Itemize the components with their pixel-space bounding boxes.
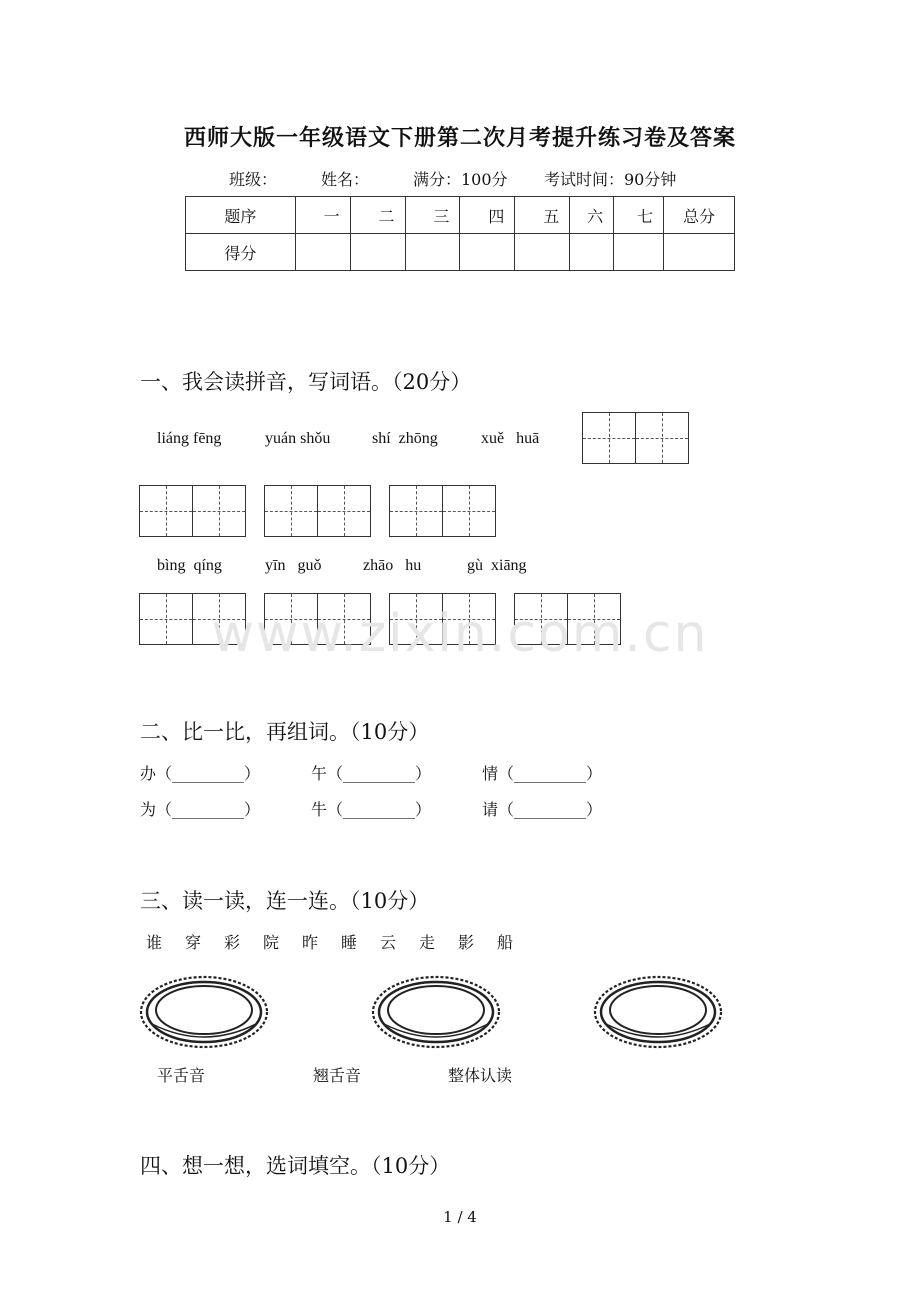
writing-grid[interactable] — [264, 485, 371, 537]
pinyin-label: zhāo hu — [363, 557, 422, 574]
char-list — [146, 930, 536, 953]
writing-grid[interactable] — [389, 485, 496, 537]
score-header-cell: 三 — [405, 197, 460, 234]
pinyin-label: xuě huā — [481, 430, 540, 447]
score-header-cell: 七 — [614, 197, 664, 234]
watermark: www.zixin.com.cn — [211, 604, 709, 664]
pinyin-label: gù xiāng — [467, 557, 527, 574]
score-header-cell: 总分 — [664, 197, 735, 234]
char-item[interactable]: 走 — [419, 933, 436, 952]
pinyin-label: shí zhōng — [372, 430, 438, 447]
word-fill-item[interactable]: 牛（_________） — [311, 800, 432, 819]
basket-icon[interactable] — [138, 972, 270, 1052]
score-table-score-row — [186, 234, 735, 271]
score-header-cell: 六 — [570, 197, 614, 234]
score-input-cell[interactable] — [570, 234, 614, 271]
score-input-cell[interactable] — [405, 234, 460, 271]
basket-icon[interactable] — [370, 972, 502, 1052]
section1-heading: 一、我会读拼音，写词语。（20分） — [140, 370, 472, 394]
score-input-cell[interactable] — [460, 234, 515, 271]
char-item[interactable]: 谁 — [146, 933, 163, 952]
char-item[interactable]: 云 — [380, 933, 397, 952]
exam-time: 考试时间：90分钟 — [544, 170, 677, 189]
page-title: 西师大版一年级语文下册第二次月考提升练习卷及答案 — [183, 125, 736, 151]
writing-grid[interactable] — [139, 485, 246, 537]
word-fill-item[interactable]: 请（_________） — [482, 800, 603, 819]
char-item[interactable]: 院 — [263, 933, 280, 952]
word-fill-item[interactable]: 情（_________） — [482, 764, 603, 783]
word-fill-item[interactable]: 午（_________） — [311, 764, 432, 783]
score-header-cell: 四 — [460, 197, 515, 234]
full-score: 满分：100分 — [413, 170, 508, 189]
char-item[interactable]: 影 — [458, 933, 475, 952]
section3-heading: 三、读一读，连一连。（10分） — [140, 889, 430, 913]
score-row-label: 得分 — [186, 234, 296, 271]
score-header-cell: 二 — [350, 197, 405, 234]
basket-icon[interactable] — [592, 972, 724, 1052]
score-table-header-row — [186, 197, 735, 234]
writing-grid[interactable] — [582, 412, 689, 464]
score-header-cell: 五 — [515, 197, 570, 234]
char-item[interactable]: 彩 — [224, 933, 241, 952]
page-number: 1 / 4 — [443, 1208, 477, 1226]
category-label: 平舌音 — [157, 1066, 206, 1085]
char-item[interactable]: 睡 — [341, 933, 358, 952]
category-label: 整体认读 — [448, 1066, 513, 1085]
score-input-cell[interactable] — [295, 234, 350, 271]
name-label: 姓名： — [321, 170, 370, 189]
word-fill-item[interactable]: 办（_________） — [140, 764, 261, 783]
score-input-cell[interactable] — [515, 234, 570, 271]
pinyin-label: yīn guǒ — [265, 557, 322, 574]
score-header-cell: 题序 — [186, 197, 296, 234]
category-label: 翘舌音 — [313, 1066, 362, 1085]
score-input-cell[interactable] — [350, 234, 405, 271]
word-fill-item[interactable]: 为（_________） — [140, 800, 261, 819]
score-header-cell: 一 — [295, 197, 350, 234]
pinyin-label: bìng qíng — [157, 557, 222, 574]
score-input-cell[interactable] — [614, 234, 664, 271]
char-item[interactable]: 昨 — [302, 933, 319, 952]
score-table — [185, 196, 735, 271]
pinyin-label: liáng fēng — [157, 430, 222, 447]
class-label: 班级： — [229, 170, 278, 189]
char-item[interactable]: 船 — [497, 933, 514, 952]
section4-heading: 四、想一想，选词填空。（10分） — [140, 1154, 451, 1178]
char-item[interactable]: 穿 — [185, 933, 202, 952]
pinyin-label: yuán shǒu — [265, 430, 331, 447]
score-input-cell[interactable] — [664, 234, 735, 271]
section2-heading: 二、比一比，再组词。（10分） — [140, 720, 430, 744]
